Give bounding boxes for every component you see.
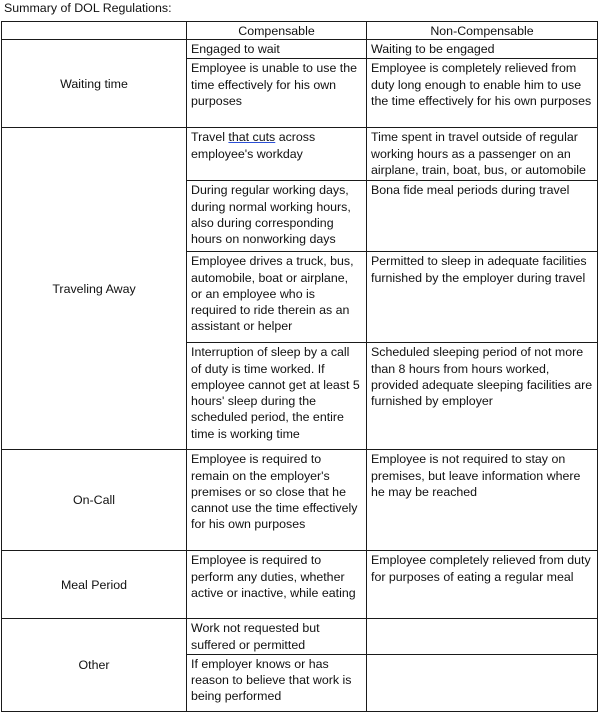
header-noncompensable: Non-Compensable	[367, 22, 598, 40]
noncompensable-cell: Employee completely relieved from duty for purposes of eating a regular meal	[367, 551, 598, 619]
header-category	[2, 22, 187, 40]
noncompensable-cell: Waiting to be engaged	[367, 40, 598, 59]
underlined-text: that cuts	[228, 130, 276, 145]
text-segment: across employee's workday	[191, 130, 316, 161]
table-row	[2, 128, 598, 181]
compensable-cell: Employee is required to perform any duties, whether active or inactive, while eating	[187, 551, 367, 619]
header-compensable: Compensable	[187, 22, 367, 40]
table-row	[2, 40, 598, 59]
noncompensable-cell: Time spent in travel outside of regular working hours as a passenger on an airplane, train, boat, bus, or automobile	[367, 128, 598, 181]
compensable-cell	[187, 128, 367, 181]
noncompensable-cell: Scheduled sleeping period of not more than 8 hours from hours worked, provided adequate sleeping facilities are furnished by employer	[367, 343, 598, 450]
dol-regulations-table	[1, 21, 598, 712]
compensable-cell: Work not requested but suffered or permitted	[187, 619, 367, 655]
noncompensable-cell: Employee is not required to stay on premises, but leave information where he may be reached	[367, 450, 598, 551]
noncompensable-cell	[367, 619, 598, 655]
compensable-cell: Employee is unable to use the time effectively for his own purposes	[187, 59, 367, 128]
noncompensable-cell: Permitted to sleep in adequate facilities furnished by the employer during travel	[367, 252, 598, 343]
compensable-cell: Interruption of sleep by a call of duty is time worked. If employee cannot get at least 5 hours' sleep during the scheduled period, the entire time is working time	[187, 343, 367, 450]
compensable-cell: Engaged to wait	[187, 40, 367, 59]
category-meal-period: Meal Period	[2, 551, 187, 619]
header-row	[2, 22, 598, 40]
table-row	[2, 619, 598, 655]
category-on-call: On-Call	[2, 450, 187, 551]
document-title: Summary of DOL Regulations:	[4, 1, 172, 15]
text-segment: Travel	[191, 130, 229, 145]
compensable-cell: Employee is required to remain on the employer's premises or so close that he cannot use the time effectively for his own purposes	[187, 450, 367, 551]
category-traveling-away: Traveling Away	[2, 128, 187, 450]
compensable-cell: If employer knows or has reason to believe that work is being performed	[187, 654, 367, 711]
table-row	[2, 450, 598, 551]
compensable-cell: During regular working days, during normal working hours, also during corresponding hours on nonworking days	[187, 181, 367, 252]
noncompensable-cell: Employee is completely relieved from duty long enough to enable him to use the time effectively for his own purposes	[367, 59, 598, 128]
category-other: Other	[2, 619, 187, 712]
table-row	[2, 551, 598, 619]
compensable-cell: Employee drives a truck, bus, automobile, boat or airplane, or an employee who is required to ride therein as an assistant or helper	[187, 252, 367, 343]
noncompensable-cell: Bona fide meal periods during travel	[367, 181, 598, 252]
noncompensable-cell	[367, 654, 598, 711]
category-waiting-time: Waiting time	[2, 40, 187, 128]
